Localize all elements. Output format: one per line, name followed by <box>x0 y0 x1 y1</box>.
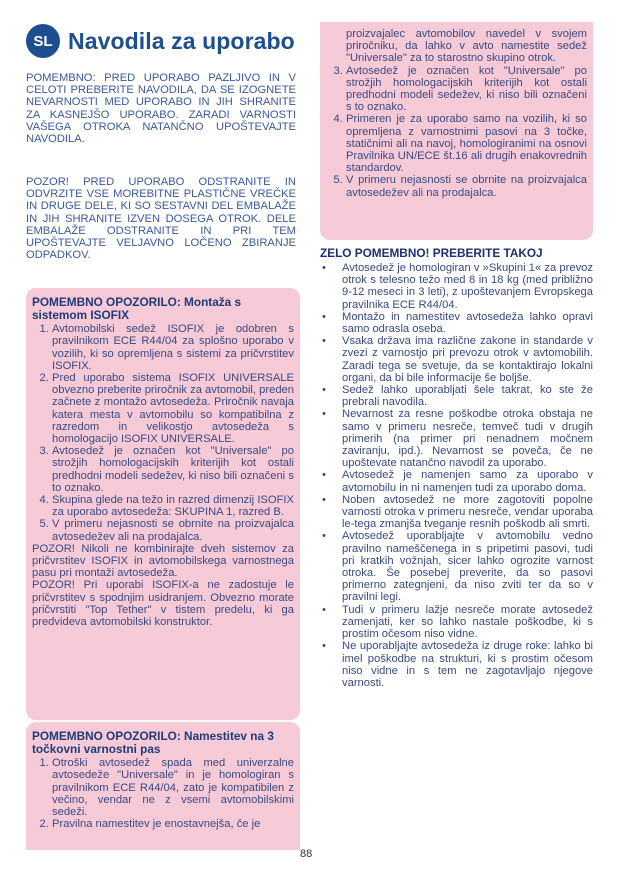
bullet-text: Avtosedež uporabljajte v avtomobilu vedno pravilno nameščenega in s pripetimi pasovi, tudi pri kratkih vožnjah, sicer lahko ogrozite varnost otroka. Še posebej preverite, da so pasovi primerno zategnjeni, da niso zviti ter da so v pravilni legi. <box>342 530 593 604</box>
bullet-text: Sedež lahko uporabljati šele takrat, ko ste že prebrali navodila. <box>342 384 593 409</box>
isofix-list <box>32 323 294 543</box>
bullet-text: Tudi v primeru lažje nesreče morate avtosedež zamenjati, ker so lahko nastale poškodbe, ki s prostim očesom niso vidne. <box>342 603 593 641</box>
belt-continuation: proizvajalec avtomobilov navedel v svojem priročniku, da lahko v avto namestite sedež "Universale" za to starostno skupino otrok. <box>346 28 587 65</box>
bullet-text: Ne uporabljajte avtosedeža iz druge roke: lahko bi imel poškodbe na strukturi, ki s prostim očesom niso vidne in s tem ne zagotavljajo njegove varnosti. <box>342 640 593 689</box>
belt-warning-box-continued <box>320 22 593 240</box>
belt-list <box>32 757 294 830</box>
bullet-text: Montažo in namestitev avtosedeža lahko opravi samo odrasla oseba. <box>342 310 593 336</box>
list-item <box>320 494 593 531</box>
list-item <box>320 262 593 311</box>
isofix-note: POZOR! Pri uporabi ISOFIX-a ne zadostuje le pričvrstitev s spodnjim usidranjem. Obvezno morate pričvrstiti "Top Tether" v tistem predelu, ki ga predvideva avtomobilski konstruktor. <box>32 579 294 629</box>
bullet-text: Vsaka država ima različne zakone in standarde v zvezi z varnostjo pri prevozu otrok v avtomobilih. Zaradi tega se svetuje, da se kontaktirajo lokalni organi, da bi bile informacije še boljše. <box>342 335 593 384</box>
list-item <box>320 384 593 408</box>
list-item <box>320 311 593 335</box>
list-item: 2. Pred uporabo sistema ISOFIX UNIVERSALE obvezno preberite priročnik za avtomobil, preden začnete z montažo avtosedeža. Priročnik navaja katera mesta v avtomobilu so kompatibilna z razredom in velikostjo avtosedeža s homologacijo ISOFIX UNIVERSALE. <box>52 372 294 445</box>
list-item: 1. Avtomobilski sedež ISOFIX je odobren s pravilnikom ECE R44/04 za splošno uporabo v vozilih, ki so opremljena s sistemi za pričvrstitev ISOFIX. <box>52 323 294 372</box>
bullet-icon: • <box>322 335 326 348</box>
bullet-icon: • <box>322 469 326 482</box>
important-title: ZELO POMEMBNO! PREBERITE TAKOJ <box>320 246 543 260</box>
list-item: 3. Avtosedež je označen kot "Universale" po strožjih homologacijskih kriterijih kot ostali predhodni modeli sedežev, ki niso bili označeni s to oznako. <box>52 445 294 494</box>
language-badge: SL <box>26 24 60 58</box>
bullet-text: Avtosedež je namenjen samo za uporabo v avtomobilu in ni namenjen tudi za uporabo doma. <box>342 469 593 494</box>
list-item: 3. Avtosedež je označen kot "Universale" po strožjih homologacijskih kriterijih kot ostali predhodni modeli sedežev, ki niso bili označeni s to oznako. <box>346 65 587 114</box>
list-item <box>320 408 593 469</box>
intro-paragraph-warning: POZOR! PRED UPORABO ODSTRANITE IN ODVRZITE VSE MOREBITNE PLASTIČNE VREČKE IN DRUGE DELE, KI SO SESTAVNI DEL EMBALAŽE IN JIH SHRANITE IZVEN DOSEGA OTROK. DELE EMBALAŽE ODSTRANITE IN PRI TEM UPOŠTEVAJTE VELJAVNO LOČENO ZBIRANJE ODPADKOV. <box>26 176 296 262</box>
page-header <box>26 24 295 58</box>
page-title: Navodila za uporabo <box>68 27 295 54</box>
isofix-title: POMEMBNO OPOZORILO: Montaža s sistemom ISOFIX <box>32 295 242 322</box>
bullet-icon: • <box>322 310 326 323</box>
bullet-icon: • <box>322 262 326 274</box>
important-list <box>320 262 593 689</box>
list-item <box>320 640 593 689</box>
isofix-warning-box <box>26 288 300 720</box>
list-item: 4. Skupina glede na težo in razred dimenzij ISOFIX za uporabo avtosedeža: SKUPINA 1, razred B. <box>52 494 294 518</box>
bullet-text: Avtosedež je homologiran v »Skupini 1« za prevoz otrok s telesno težo med 8 in 18 kg (med približno 9-12 meseci in 3 leti), z upoštevanjem Evropskega pravilnika ECE R44/04. <box>342 262 593 311</box>
bullet-icon: • <box>322 603 326 616</box>
list-item <box>320 469 593 493</box>
belt-title: POMEMBNO OPOZORILO: Namestitev na 3 točkovni varnostni pas <box>32 729 274 756</box>
list-item: 1. Otroški avtosedež spada med univerzalne avtosedeže "Universale" in je homologiran s pravilnikom ECE R44/04, zato je kompatibilen z večino, vendar ne z vsemi avtomobilskimi sedeži. <box>52 757 294 818</box>
bullet-icon: • <box>322 640 326 653</box>
bullet-icon: • <box>322 384 326 397</box>
list-item: 4. Primeren je za uporabo samo na vozilih, ki so opremljena z varnostnimi pasovi na 3 točke, statičnimi ali na navoj, homologiranimi na osnovi Pravilnika UN/ECE št.16 ali drugih enakovrednih standardov. <box>346 113 587 174</box>
bullet-icon: • <box>322 408 326 421</box>
bullet-icon: • <box>322 493 326 506</box>
belt-list-continued <box>326 65 587 199</box>
list-item <box>320 335 593 384</box>
list-item: 2. Pravilna namestitev je enostavnejša, če je <box>52 818 294 830</box>
bullet-text: Nevarnost za resne poškodbe otroka obstaja ne samo v primeru nesreče, temveč tudi v drugih primerih (na primer pri nenadnem močnem zaviranju, ipd.). Nevarnost se poveča, če ne upoštevate natančno navodil za uporabo. <box>342 408 593 470</box>
bullet-icon: • <box>322 530 326 543</box>
list-item <box>320 604 593 641</box>
intro-paragraph-important: POMEMBNO: PRED UPORABO PAZLJIVO IN V CELOTI PREBERITE NAVODILA, DA SE IZOGNETE NEVARNOSTI MED UPORABO IN JIH SHRANITE ZA KASNEJŠO UPORABO. ZARADI VARNOSTI VAŠEGA OTROKA NATANČNO UPOŠTEVAJTE NAVODILA. <box>26 72 296 146</box>
list-item: 5. V primeru nejasnosti se obrnite na proizvajalca avtosedežev ali na prodajalca. <box>52 518 294 542</box>
bullet-text: Noben avtosedež ne more zagotoviti popolne varnosti otroka v primeru nesreče, vendar uporaba le-tega zmanjša tveganje resnih poškodb ali smrti. <box>342 493 593 531</box>
list-item <box>320 530 593 603</box>
page-number: 88 <box>300 848 313 860</box>
list-item: 5. V primeru nejasnosti se obrnite na proizvajalca avtosedežev ali na prodajalca. <box>346 174 587 198</box>
isofix-note: POZOR! Nikoli ne kombinirajte dveh sistemov za pričvrstitev ISOFIX in avtomobilskega varnostnega pasu pri montaži avtosedeža. <box>32 542 294 580</box>
belt-warning-box <box>26 722 300 850</box>
